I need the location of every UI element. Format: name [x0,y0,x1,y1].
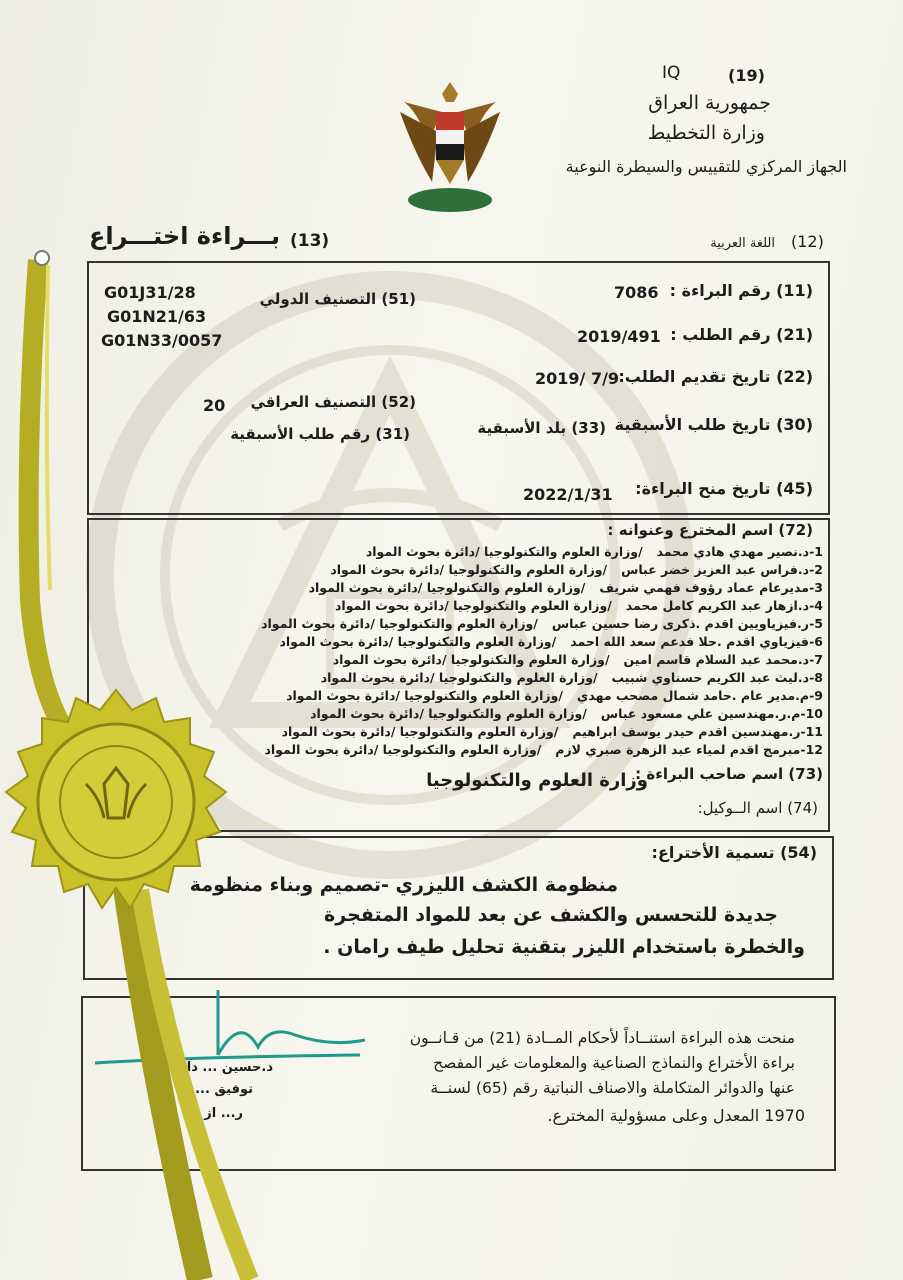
grant-text-line: عنها والدوائر المتكاملة والاصناف النباتية رقم (65) لسنــة [430,1079,795,1097]
signatory-line: توفيق ... ل [179,1082,253,1097]
owner-value: وزارة العلوم والتكنولوجيا [426,770,648,791]
grant-text-line: 1970 المعدل وعلى مسؤولية المخترع. [547,1106,805,1125]
signatory-line: د.حسين ... داود [172,1060,273,1075]
signatory-line: ر... از [204,1106,243,1121]
grant-text-line: براءة الأختراع والنماذج الصناعية والمعلومات غير المفصح [433,1054,795,1072]
language-label: اللغة العربية [710,236,775,251]
iraqi-classification-value: 20 [203,396,226,415]
iraq-eagle-emblem-icon [398,72,502,218]
patent-number: 7086 [614,283,659,302]
inventors-label: (72) اسم المخترع وعنوانه : [607,521,813,539]
gold-seal-icon [0,688,232,920]
inventor-row: 2-د.فراس عبد العزيز خضر عباس/وزارة العلوم والتكنولوجيا /دائرة بحوث المواد [330,562,823,577]
inventor-row: 3-مديرعام عماد رؤوف فهمي شريف/وزارة العلوم والتكنولوجيا /دائرة بحوث المواد [308,580,823,595]
agent-label: (74) اسم الــوكيل: [697,799,818,817]
country-code: IQ [662,63,681,83]
code-19: (19) [728,66,765,85]
inventor-row: 10-م.ر.مهندسين علي مسعود عباس/وزارة العلوم والتكنولوجيا /دائرة بحوث المواد [310,706,823,721]
patent-number-label: (11) رقم البراءة : [669,281,813,300]
iraqi-classification-label: (52) التصنيف العراقي [250,393,416,411]
intl-code: G01J31/28 [104,283,196,302]
inventor-row: 8-د.ليث عبد الكريم حسناوي شبيب/وزارة العلوم والتكنولوجيا /دائرة بحوث المواد [320,670,823,685]
intl-classification-label: (51) التصنيف الدولي [259,290,416,308]
invention-title-line: والخطرة باستخدام الليزر بتقنية تحليل طيف رامان . [323,936,805,958]
inventor-row: 5-ر.فيزياويين اقدم .ذكرى رضا حسين عباس/وزارة العلوم والتكنولوجيا /دائرة بحوث المواد [261,616,823,631]
inventor-row: 7-د.محمد عبد السلام قاسم امين/وزارة العلوم والتكنولوجيا /دائرة بحوث المواد [332,652,823,667]
agency-name: الجهاز المركزي للتقييس والسيطرة النوعية [565,157,847,176]
application-number: 2019/491 [577,327,661,346]
owner-label: (73) اسم صاحب البراءة : [635,765,823,783]
inventor-row: 4-د.ازهار عبد الكريم كامل محمد/وزارة العلوم والتكنولوجيا /دائرة بحوث المواد [335,598,823,613]
grant-text-line: منحت هذه البراءة استنــاداً لأحكام المــادة (21) من قـانــون [409,1029,795,1047]
invention-title-label: (54) تسمية الأختراع: [651,843,817,862]
ministry-name: وزارة التخطيط [647,122,765,144]
code-12: (12) [791,232,824,251]
inventor-row: 11-ر.مهندسين اقدم حيدر يوسف ابراهيم/وزارة العلوم والتكنولوجيا /دائرة بحوث المواد [281,724,823,739]
inventor-row: 6-فيزياوي اقدم .حلا فدعم سعد الله احمد/وزارة العلوم والتكنولوجيا /دائرة بحوث المواد [279,634,823,649]
document-title: بـــراءة اختـــراع [88,222,280,250]
inventor-row: 12-مبرمج اقدم لمياء عبد الزهرة صبري لازم/وزارة العلوم والتكنولوجيا /دائرة بحوث المواد [264,742,823,757]
intl-code: G01N21/63 [107,307,207,326]
invention-title-line: جديدة للتحسس والكشف عن بعد للمواد المتفجرة [324,904,778,926]
grant-date-label: (45) تاريخ منح البراءة: [635,479,813,498]
inventor-row: 1-د.نصير مهدي هادي محمد/وزارة العلوم والتكنولوجيا /دائرة بحوث المواد [365,544,823,559]
republic-name: جمهورية العراق [648,92,771,114]
intl-code: G01N33/0057 [101,331,223,350]
grant-date: 2022/1/31 [523,485,613,504]
priority-number-label: (31) رقم طلب الأسبقية [230,425,410,443]
application-label: (21) رقم الطلب : [670,325,813,344]
priority-date-label: (30) تاريخ طلب الأسبقية [614,415,813,434]
priority-country-label: (33) بلد الأسبقية [477,419,606,437]
invention-title-line: منظومة الكشف الليزري -تصميم وبناء منظومة [189,874,618,896]
inventor-row: 9-م.مدير عام .حامد شمال مصحب مهدي/وزارة العلوم والتكنولوجيا /دائرة بحوث المواد [286,688,823,703]
filing-date: 2019/ 7/9 [535,369,620,388]
filing-date-label: (22) تاريخ تقديم الطلب: [618,367,813,386]
code-13: (13) [290,231,330,251]
